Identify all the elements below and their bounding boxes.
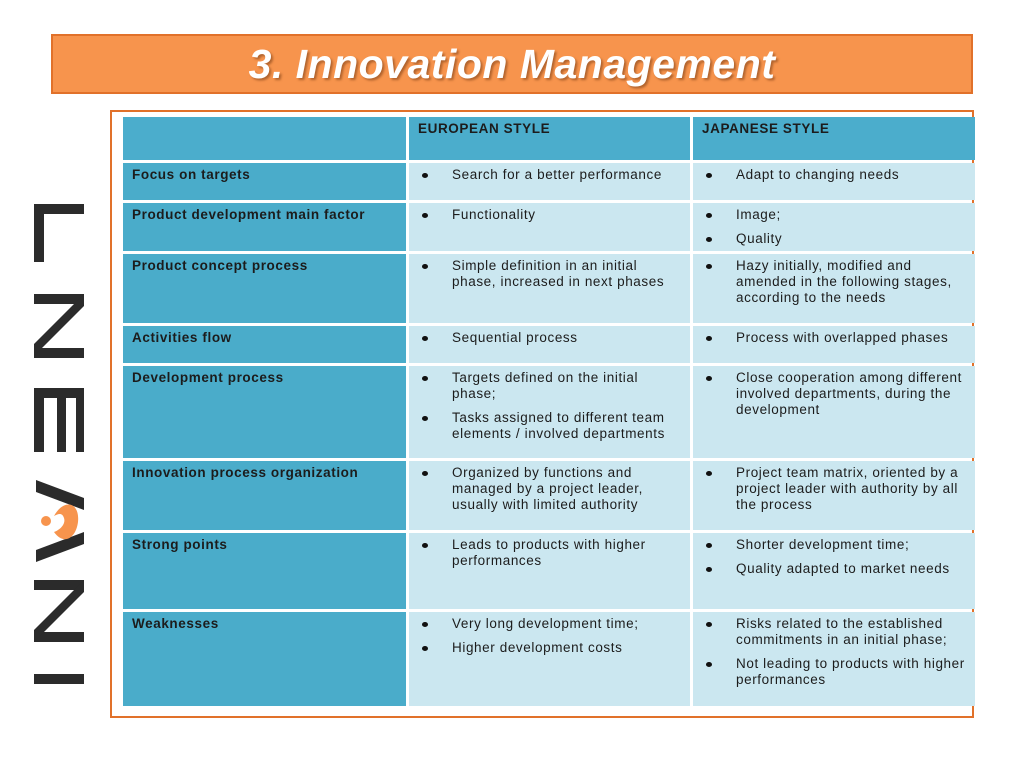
european-cell bbox=[409, 203, 690, 251]
header-european-style: EUROPEAN STYLE bbox=[409, 117, 690, 160]
row-label: Development process bbox=[123, 366, 406, 458]
european-cell bbox=[409, 366, 690, 458]
japanese-cell bbox=[693, 163, 975, 200]
list-item: Shorter development time; bbox=[702, 537, 967, 553]
list-item: Adapt to changing needs bbox=[702, 167, 967, 183]
list-item: Sequential process bbox=[418, 330, 682, 346]
european-cell bbox=[409, 533, 690, 609]
table-row bbox=[123, 326, 975, 363]
list-item: Hazy initially, modified and amended in the following stages, according to the needs bbox=[702, 258, 967, 306]
european-cell bbox=[409, 254, 690, 323]
list-item: Search for a better performance bbox=[418, 167, 682, 183]
row-label: Activities flow bbox=[123, 326, 406, 363]
japanese-cell bbox=[693, 461, 975, 530]
list-item: Project team matrix, oriented by a project leader with authority by all the process bbox=[702, 465, 967, 513]
header-japanese-style: JAPANESE STYLE bbox=[693, 117, 975, 160]
list-item: Process with overlapped phases bbox=[702, 330, 967, 346]
table-row bbox=[123, 366, 975, 458]
table-row bbox=[123, 163, 975, 200]
table-row bbox=[123, 612, 975, 706]
invent-logo bbox=[24, 198, 88, 698]
row-label: Innovation process organization bbox=[123, 461, 406, 530]
slide-title: 3. Innovation Management bbox=[248, 40, 776, 87]
list-item: Close cooperation among different involved departments, during the development bbox=[702, 370, 967, 418]
list-item: Risks related to the established commitments in an initial phase; bbox=[702, 616, 967, 648]
table-row bbox=[123, 203, 975, 251]
list-item: Simple definition in an initial phase, increased in next phases bbox=[418, 258, 682, 290]
header-corner bbox=[123, 117, 406, 160]
comparison-table bbox=[120, 114, 978, 709]
european-cell bbox=[409, 326, 690, 363]
row-label: Product development main factor bbox=[123, 203, 406, 251]
list-item: Image; bbox=[702, 207, 967, 223]
row-label: Weaknesses bbox=[123, 612, 406, 706]
japanese-cell bbox=[693, 533, 975, 609]
row-label: Strong points bbox=[123, 533, 406, 609]
list-item: Quality adapted to market needs bbox=[702, 561, 967, 577]
list-item: Quality bbox=[702, 231, 967, 247]
list-item: Functionality bbox=[418, 207, 682, 223]
european-cell bbox=[409, 461, 690, 530]
list-item: Very long development time; bbox=[418, 616, 682, 632]
japanese-cell bbox=[693, 366, 975, 458]
list-item: Targets defined on the initial phase; bbox=[418, 370, 682, 402]
european-cell bbox=[409, 612, 690, 706]
table-row bbox=[123, 461, 975, 530]
table-row bbox=[123, 254, 975, 323]
row-label: Focus on targets bbox=[123, 163, 406, 200]
list-item: Tasks assigned to different team elements / involved departments bbox=[418, 410, 682, 442]
table-row bbox=[123, 533, 975, 609]
japanese-cell bbox=[693, 254, 975, 323]
japanese-cell bbox=[693, 203, 975, 251]
list-item: Not leading to products with higher performances bbox=[702, 656, 967, 688]
list-item: Higher development costs bbox=[418, 640, 682, 656]
japanese-cell bbox=[693, 612, 975, 706]
japanese-cell bbox=[693, 326, 975, 363]
european-cell bbox=[409, 163, 690, 200]
row-label: Product concept process bbox=[123, 254, 406, 323]
list-item: Organized by functions and managed by a project leader, usually with limited authority bbox=[418, 465, 682, 513]
list-item: Leads to products with higher performances bbox=[418, 537, 682, 569]
flame-icon bbox=[36, 480, 84, 562]
title-bar bbox=[51, 34, 973, 94]
